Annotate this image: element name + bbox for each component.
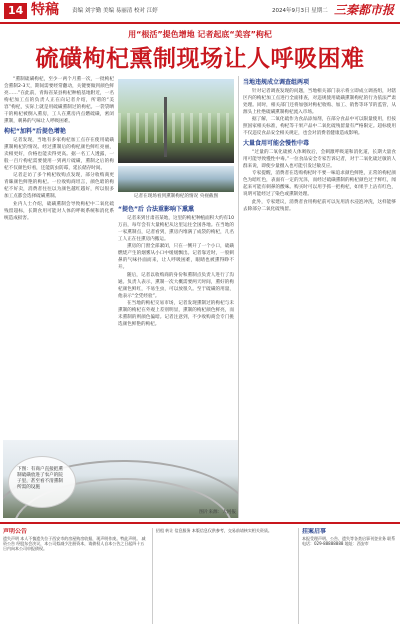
article-paragraph: 此外，专家建议，消费者食用枸杞前可以先用清水浸泡冲洗，这样能够去除部分二氧化硫残留。 [243,199,396,212]
subhead-investigation: 当地违规成立调查组两项 [243,79,310,86]
article-paragraph: 专家提醒，消费者在选购枸杞时不要一味追求颜色鲜艳，正常的枸杞颜色为暗红色，表面有一定的光泽，而经过硫磺熏制的枸杞颜色过于鲜红，闻起来可能有刺鼻的酸味。购买时可以用手抓一把枸杞，如果手上沾有红色，说明可能经过了染色或熏制处理。 [243,171,396,197]
ad-text: 遗失声明 本人不慎遗失位于西安市的房屋购房收据，现声明作废。特此声明。 减资公告 经股东会决议，本公司拟减少注册资本，请债权人自本公告之日起四十五日内向本公司申报债权。 [3,536,146,552]
column-divider [238,76,239,518]
page-number: 14 [4,3,27,19]
article-headline: 硫磺枸杞熏制现场让人呼吸困难 [35,46,365,72]
article-paragraph: 针对记者调查发现的问题，当地相关部门表示将立即成立调查组，对辖区内的枸杞加工点进行全面排查，对违规使用硫磺熏制枸杞的行为依法严肃处理。同时，相关部门还将加强对枸杞收购、加工、销售等环节的监管，从源头上杜绝硫磺熏制枸杞流入市场。 [243,88,396,115]
ad-block-announcement [298,528,397,624]
article-paragraph: 记者来到甘肃省某地，这里的枸杞种植面积大约有10万亩，每年会有大量枸杞从这里运往全国各地。在当地的一家熏制点，记者看到，熏房内堆满了成袋的枸杞，几名工人正在往熏房内搬运。 [118,215,234,242]
ad-text: 本报受理声明、公告、遗失等各类启事刊登业务 联系电话：029-88888888 地址：西安市 [302,536,396,547]
bottom-photo-credit: 图片来源：大河报 [199,510,236,515]
fumigation-photo [118,79,234,163]
top-photo-caption [118,194,234,200]
article-paragraph: 据了解，二氧化硫作为食品添加剂，在部分食品中可以限量使用，但按照国家相关标准，枸杞等干果产品中二氧化硫残留量有严格限定。超标使用不仅违反食品安全相关规定，也会对消费者健康造成影响。 [243,117,396,136]
article-column-3 [243,76,396,518]
top-caption-text: 记者在现场看到熏制枸杞的情况 [133,194,199,199]
editor-credits: 责编 刘宇勤 美编 易丽清 校对 江婷 [72,8,158,14]
article-column-2 [118,203,234,438]
classified-ads [0,522,400,626]
fumigation-photo-strip [118,166,234,192]
ad-title: 声明公告 [3,528,28,535]
article-paragraph: 记者走访了多个枸杞收购点发现，部分收购商更青睐颜色鲜艳的枸杞。一位收购商坦言，颜色暗的枸杞不好卖，消费者往往以为颜色越红越好，所以很多加工点都会选择硫磺熏制。 [4,173,114,199]
page-header [0,0,400,24]
section-title: 特稿 [31,2,59,18]
article-paragraph: 熏房的门窗全部紧闭，只在一侧开了一个小口，硫磺燃烧产生的烟雾从小口中缓缓飘出。记者靠近时，一股刺鼻的气味扑面而来，让人呼吸困难，眼睛也被熏得睁不开。 [118,244,234,270]
newspaper-logo: 三秦都市报 [333,3,394,17]
top-caption-credit: 央视截图 [199,194,219,199]
bottom-photo-caption [8,456,76,508]
ad-title: 挂案启事 [302,528,327,535]
subhead-fumigation: “提色”后 合法重影响下熏熏 [118,206,194,213]
greenhouse-texture [118,113,234,143]
ad-text: 招租 转让 信息服务 本版信息仅供参考，交易前请核实相关资质。 [156,528,272,533]
ad-block-notices [3,528,148,624]
article-column-1 [4,76,114,438]
article-lead: “熏制硫磺枸杞，至少一两个月熏一次，一批枸杞会熏制2-3天，期间需要经常翻动，关键要做到颜色鲜亮……”在此前，青海省某县枸杞种植基地附近，一名枸杞加工点的负责人正在向记者介绍，所谓的“美容”枸杞，实际上就是用硫磺熏制过的枸杞。一袋袋晒干的枸杞被倒入熏房，工人在熏房内点燃硫磺，密闭熏制，刺鼻的气味让人呼吸困难。 [4,77,114,124]
photo-pole [164,97,167,157]
subhead-color-boost: 枸杞“加料”后提色增艳 [4,128,66,135]
ad-block-services [152,528,294,624]
issue-date: 2024年9月3日 星期二 [272,8,328,14]
subhead-health-risk: 大量食用可能会慢性中毒 [243,140,310,147]
bottom-caption-text: 下图：有商户直接把熏制硫磺放进了农户的院子里，甚至看不清熏制所需的设施 [17,467,63,490]
article-paragraph: 在当地的枸杞交易市场，记者发现熏制过的枸杞与未熏制的枸杞在外观上差别明显，熏制的枸杞颜色鲜亮，而未熏制的则颜色偏暗。记者注意到，不少收购商会专门挑选颜色鲜艳的枸杞。 [118,301,234,327]
article-kicker: 用“根活”提色增地 记者起底“美容”枸杞 [128,30,272,39]
article-paragraph: 随后，记者以收购商的身份和熏制点负责人进行了沟通。负责人表示，熏制一次大概需要两天时间，熏好的枸杞颜色鲜红，不易生虫，可以放很久。至于硫磺的用量，他表示“全凭经验”。 [118,272,234,299]
article-paragraph: 业内人士介绍，硫磺熏制会导致枸杞中二氧化硫残留超标，长期食用可能对人体的呼吸系统和消化系统造成损害。 [4,201,114,221]
article-paragraph: 记者发现，当地有多家枸杞加工点存在使用硫磺熏制枸杞的情况。经过熏制后的枸杞颜色鲜红亮丽，卖相更好，价格也能卖得更高。据一名工人透露，一般一百斤枸杞需要使用一到两斤硫磺，熏制之后的枸杞不仅颜色好看，还能防虫防霉，延长储存时间。 [4,137,114,171]
article-paragraph: “过量的二氧化硫被人体吸收后，会刺激呼吸道和消化道，长期大量食用可能导致慢性中毒。”一位食品安全专家告诉记者，对于二氧化硫过敏的人群来说，即使少量摄入也可能引发过敏反应。 [243,149,396,169]
